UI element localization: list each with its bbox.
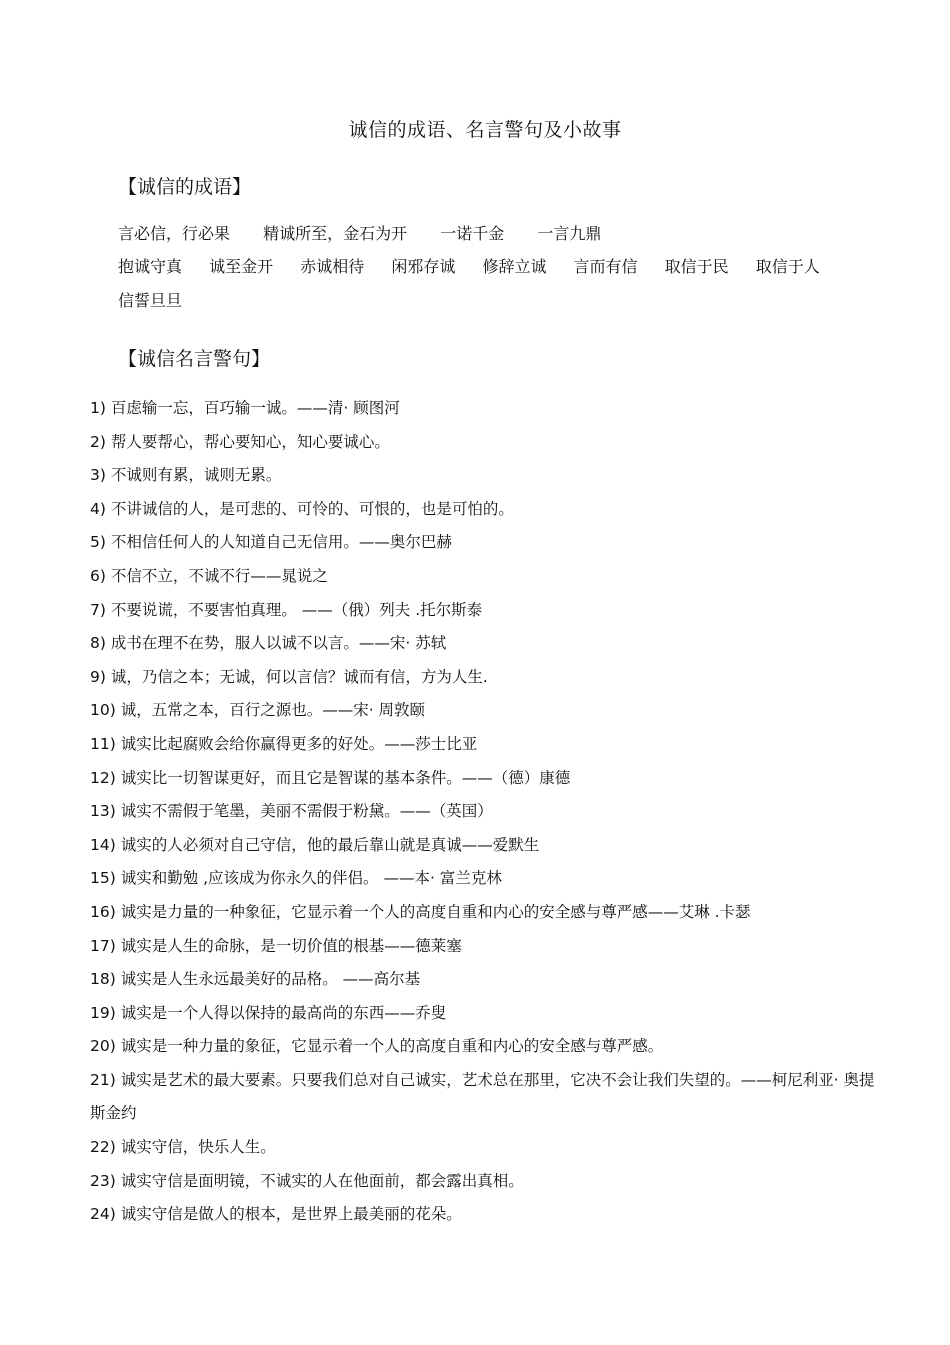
quote-item: 21) 诚实是艺术的最大要素。只要我们总对自己诚实，艺术总在那里，它决不会让我们失望的。——柯尼利亚· 奥提斯金约 <box>90 1070 875 1123</box>
quote-item: 24) 诚实守信是做人的根本，是世界上最美丽的花朵。 <box>90 1205 462 1224</box>
quote-item: 20) 诚实是一种力量的象征，它显示着一个人的高度自重和内心的安全感与尊严感。 <box>90 1037 664 1056</box>
quote-item: 17) 诚实是人生的命脉，是一切价值的根基——德莱塞 <box>90 936 462 955</box>
idiom-item: 一诺千金 <box>440 224 505 243</box>
quote-item: 11) 诚实比起腐败会给你赢得更多的好处。——莎士比亚 <box>90 734 478 753</box>
quote-item: 9) 诚，乃信之本；无诚，何以言信？诚而有信，方为人生. <box>90 667 488 686</box>
idiom-item: 诚至金开 <box>209 257 274 276</box>
quotes-heading: 【诚信名言警句】 <box>118 348 271 370</box>
quote-item: 16) 诚实是力量的一种象征，它显示着一个人的高度自重和内心的安全感与尊严感——艾琳 .卡瑟 <box>90 902 751 921</box>
quote-item: 18) 诚实是人生永远最美好的品格。 ——高尔基 <box>90 970 421 989</box>
quote-item: 13) 诚实不需假于笔墨，美丽不需假于粉黛。——（英国） <box>90 802 493 821</box>
quote-item: 12) 诚实比一切智谋更好，而且它是智谋的基本条件。——（德）康德 <box>90 768 571 787</box>
quote-item: 23) 诚实守信是面明镜，不诚实的人在他面前，都会露出真相。 <box>90 1171 524 1190</box>
quote-item: 22) 诚实守信，快乐人生。 <box>90 1138 276 1157</box>
quote-item: 3) 不诚则有累，诚则无累。 <box>90 466 282 485</box>
idioms-heading: 【诚信的成语】 <box>118 176 252 198</box>
quote-item: 2) 帮人要帮心，帮心要知心，知心要诚心。 <box>90 432 390 451</box>
quote-item: 14) 诚实的人必须对自己守信，他的最后靠山就是真诚——爱默生 <box>90 835 540 854</box>
idiom-item: 言必信，行必果 <box>118 224 231 243</box>
quote-item: 10) 诚，五常之本，百行之源也。——宋· 周敦颐 <box>90 701 426 720</box>
idioms-line-2 <box>118 254 842 277</box>
idiom-item: 言而有信 <box>573 257 638 276</box>
quote-item: 15) 诚实和勤勉 ,应该成为你永久的伴侣。 ——本· 富兰克林 <box>90 869 502 888</box>
idioms-line-3 <box>118 288 204 311</box>
idiom-item: 赤诚相待 <box>300 257 365 276</box>
idiom-item: 抱诚守真 <box>118 257 183 276</box>
quote-item: 19) 诚实是一个人得以保持的最高尚的东西——乔叟 <box>90 1003 447 1022</box>
quote-item: 5) 不相信任何人的人知道自己无信用。——奥尔巴赫 <box>90 533 452 552</box>
idiom-item: 取信于人 <box>755 257 820 276</box>
idiom-item: 闲邪存诚 <box>391 257 456 276</box>
idiom-item: 精诚所至，金石为开 <box>263 224 408 243</box>
quote-item: 8) 成书在理不在势，服人以诚不以言。——宋· 苏轼 <box>90 634 447 653</box>
document-title: 诚信的成语、名言警句及小故事 <box>348 119 622 141</box>
quote-item: 6) 不信不立，不诚不行——晁说之 <box>90 566 328 585</box>
idiom-item: 一言九鼎 <box>537 224 602 243</box>
idiom-item: 信誓旦旦 <box>118 291 183 310</box>
idiom-item: 取信于民 <box>664 257 729 276</box>
quotes-list <box>90 392 890 1232</box>
quote-item: 4) 不讲诚信的人，是可悲的、可怜的、可恨的，也是可怕的。 <box>90 499 514 518</box>
idiom-item: 修辞立诚 <box>482 257 547 276</box>
idioms-line-1 <box>118 221 623 244</box>
quote-item: 7) 不要说谎，不要害怕真理。 ——（俄）列夫 .托尔斯泰 <box>90 600 483 619</box>
quote-item: 1) 百虑输一忘，百巧输一诚。——清· 顾图河 <box>90 399 400 417</box>
